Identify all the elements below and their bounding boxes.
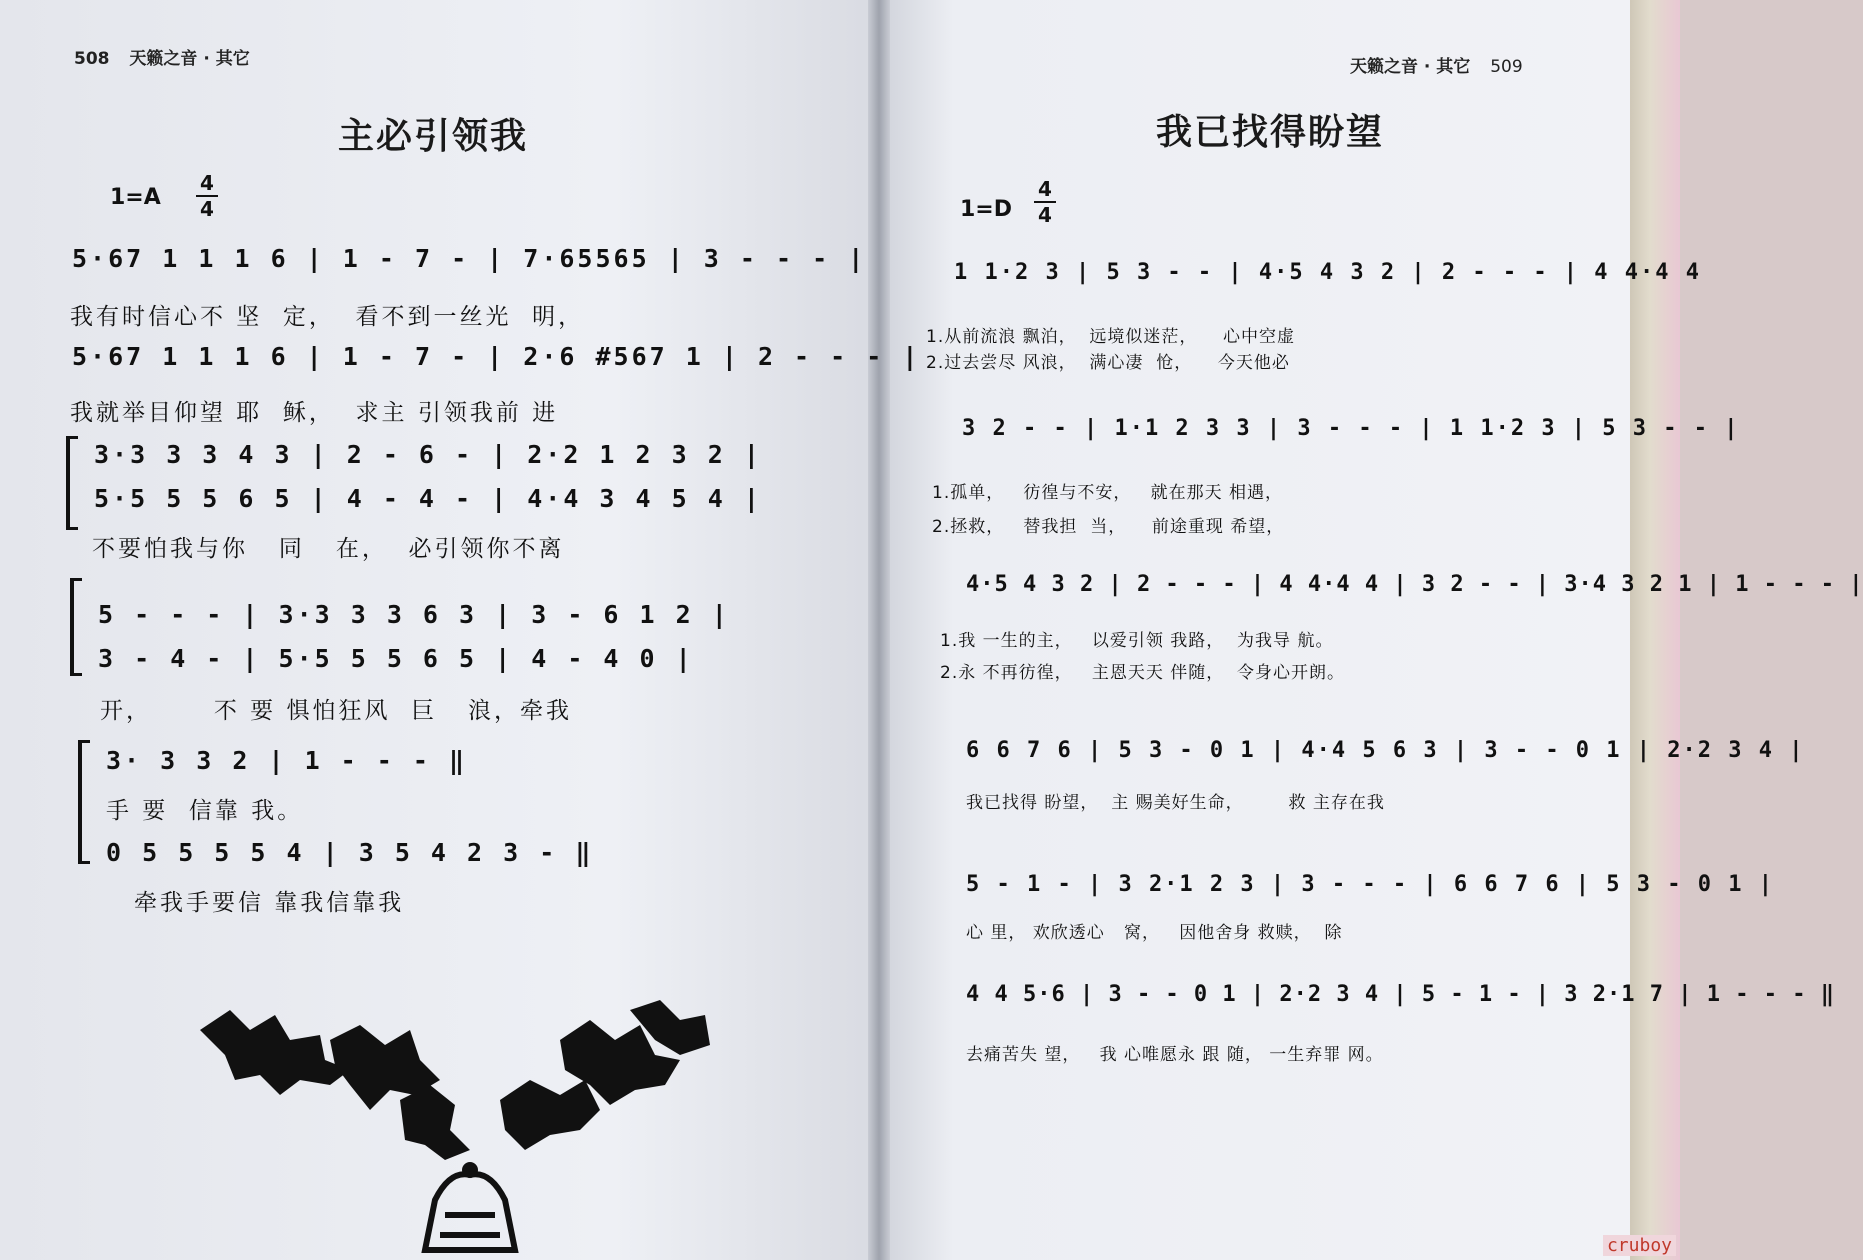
right-lyric-line-1a: 1.从前流浪 飘泊， 远境似迷茫， 心中空虚	[926, 327, 1296, 347]
right-lyric-line-6: 去痛苦失 望， 我 心唯愿永 跟 随， 一生弃罪 网。	[966, 1045, 1384, 1065]
right-time-signature	[1034, 178, 1056, 226]
left-section-title: 天籁之音 · 其它	[129, 49, 250, 69]
left-lyric-line-4: 开， 不 要 惧怕狂风 巨 浪，牵我	[100, 698, 573, 724]
left-bracket-1	[66, 436, 78, 530]
left-lyric-line-5: 手 要 信靠 我。	[106, 798, 304, 824]
book-edge	[1630, 0, 1680, 1260]
left-lyric-line-6: 牵我手要信 靠我信靠我	[134, 890, 405, 916]
left-song-title: 主必引领我	[338, 116, 529, 157]
left-lyric-line-1: 我有时信心不 坚 定， 看不到一丝光 明，	[70, 304, 585, 330]
left-header	[74, 44, 250, 69]
left-key: 1=A	[110, 185, 161, 210]
right-notes-line-2: 3 2 - - | 1·1 2 3 3 | 3 - - - | 1 1·2 3 | 5 3 - - |	[962, 416, 1740, 441]
right-lyric-line-3b: 2.永 不再彷徨， 主恩天天 伴随， 令身心开朗。	[940, 663, 1346, 683]
right-lyric-line-2a: 1.孤单， 彷徨与不安， 就在那天 相遇，	[932, 483, 1284, 503]
left-lyric-line-2: 我就举目仰望 耶 稣， 求主 引领我前 进	[70, 400, 559, 426]
right-page-number: 509	[1490, 57, 1523, 77]
left-bracket-2	[70, 578, 82, 676]
right-notes-line-1: 1 1·2 3 | 5 3 - - | 4·5 4 3 2 | 2 - - - | 4 4·4 4	[954, 260, 1702, 285]
right-notes-line-3: 4·5 4 3 2 | 2 - - - | 4 4·4 4 | 3 2 - - | 3·4 3 2 1 | 1 - - - |	[966, 572, 1863, 597]
right-notes-line-6: 4 4 5·6 | 3 - - 0 1 | 2·2 3 4 | 5 - 1 - | 3 2·1 7 | 1 - - - ‖	[966, 982, 1835, 1007]
left-notes-line-5: 3· 3 3 2 | 1 - - - ‖	[106, 746, 468, 775]
right-lyric-line-4: 我已找得 盼望， 主 赐美好生命， 救 主存在我	[966, 793, 1385, 813]
left-notes-line-4-lower: 3 - 4 - | 5·5 5 5 6 5 | 4 - 4 0 |	[98, 644, 694, 673]
right-lyric-line-3a: 1.我 一生的主， 以爱引领 我路， 为我导 航。	[940, 631, 1334, 651]
right-lyric-line-5: 心 里， 欢欣透心 窝， 因他舍身 救赎， 除	[966, 923, 1343, 943]
left-notes-line-6: 0 5 5 5 5 4 | 3 5 4 2 3 - ‖	[106, 838, 594, 867]
left-notes-line-3-upper: 3·3 3 3 4 3 | 2 - 6 - | 2·2 1 2 3 2 |	[94, 440, 762, 469]
left-bracket-3	[78, 740, 90, 864]
right-time-top: 4	[1038, 177, 1052, 201]
right-key: 1=D	[960, 197, 1013, 222]
right-notes-line-4: 6 6 7 6 | 5 3 - 0 1 | 4·4 5 6 3 | 3 - - 0 1 | 2·2 3 4 |	[966, 738, 1805, 763]
right-notes-line-5: 5 - 1 - | 3 2·1 2 3 | 3 - - - | 6 6 7 6 | 5 3 - 0 1 |	[966, 872, 1774, 897]
left-time-bottom: 4	[200, 197, 214, 221]
left-notes-line-2: 5·67 1 1 1 6 | 1 - 7 - | 2·6 #567 1 | 2 - - - |	[72, 342, 921, 371]
right-section-title: 天籁之音 · 其它	[1350, 57, 1471, 77]
left-time-top: 4	[200, 171, 214, 195]
left-page-number: 508	[74, 49, 110, 69]
watermark: cruboy	[1603, 1235, 1676, 1256]
right-lyric-line-1b: 2.过去尝尽 风浪， 满心凄 怆， 今天他必	[926, 353, 1290, 373]
right-song-title: 我已找得盼望	[1156, 112, 1385, 153]
right-lyric-line-2b: 2.拯救， 替我担 当， 前途重现 希望，	[932, 517, 1285, 537]
left-notes-line-3-lower: 5·5 5 5 6 5 | 4 - 4 - | 4·4 3 4 5 4 |	[94, 484, 762, 513]
holly-bells-icon	[200, 1000, 740, 1255]
left-notes-line-4-upper: 5 - - - | 3·3 3 3 6 3 | 3 - 6 1 2 |	[98, 600, 730, 629]
right-time-bottom: 4	[1038, 203, 1052, 227]
right-header	[1350, 52, 1523, 77]
left-lyric-line-3: 不要怕我与你 同 在， 必引领你不离	[92, 536, 565, 562]
left-notes-line-1: 5·67 1 1 1 6 | 1 - 7 - | 7·65565 | 3 - - - |	[72, 244, 867, 273]
book-gutter	[868, 0, 890, 1260]
left-time-signature	[196, 172, 218, 220]
